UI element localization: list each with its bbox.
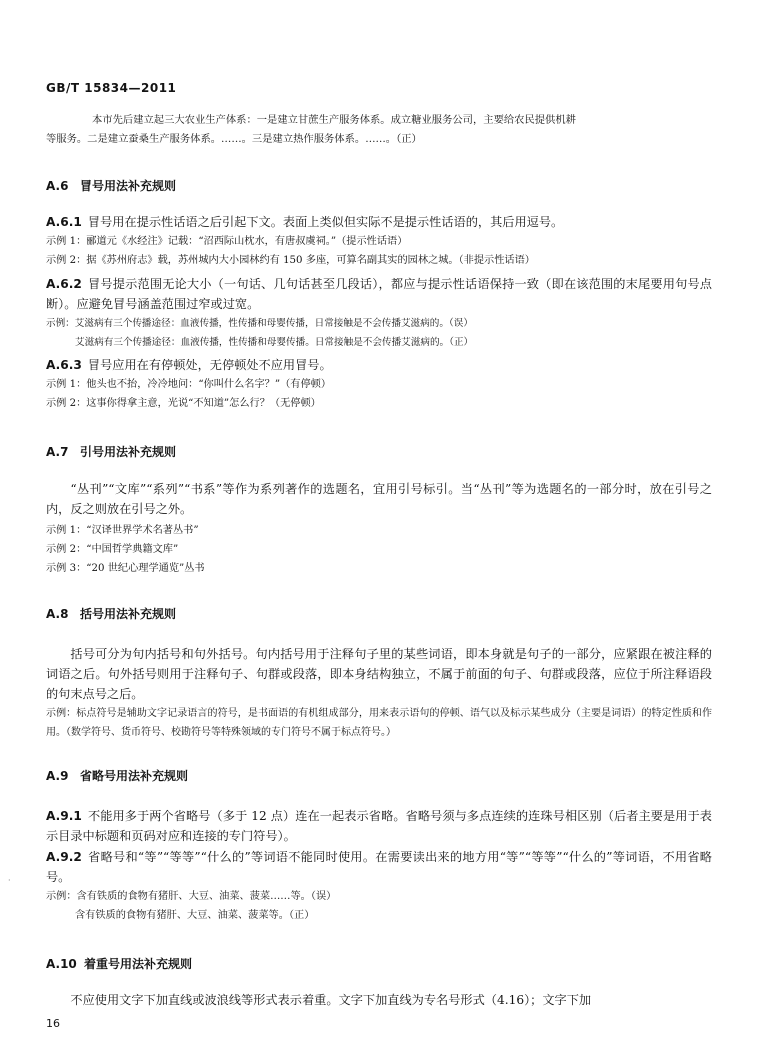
section-title: 括号用法补充规则: [80, 607, 177, 621]
clause-text: A.9.1 不能用多于两个省略号（多于 12 点）连在一起表示省略。省略号须与多点连续的连珠号相区别（后者主要是用于表示目录中标题和页码对应和连接的专门符号）。: [46, 809, 712, 843]
section-heading-a10: [46, 955, 712, 972]
clause-number: A.6.3: [46, 358, 82, 372]
scan-speck: ·: [8, 876, 11, 885]
example: 示例 2：据《苏州府志》载，苏州城内大小园林约有 150 多座，可算名副其实的园林之城。（非提示性话语）: [46, 255, 535, 266]
clause-a6-1: [46, 212, 712, 270]
example: 示例：艾滋病有三个传播途径：血液传播，性传播和母婴传播，日常接触是不会传播艾滋病的。（误）: [46, 318, 473, 329]
section-a8-body: [46, 644, 712, 742]
clause-number: A.9.1: [46, 809, 82, 823]
example: 示例：标点符号是辅助文字记录语言的符号，是书面语的有机组成部分，用来表示语句的停顿、语气以及标示某些成分（主要是词语）的特定性质和作用。（数学符号、货币符号、校勘符号等特殊领域的专门符号不属于标点符号。）: [46, 708, 712, 738]
intro-line-1: 本市先后建立起三大农业生产体系：一是建立甘蔗生产服务体系。成立糖业服务公司，主要给农民提供机耕: [92, 114, 576, 126]
intro-example: [46, 111, 712, 149]
section-heading-a7: [46, 443, 712, 460]
section-a7-body: [46, 479, 712, 578]
clause-number: A.6.1: [46, 215, 82, 229]
clause-a9-1: [46, 806, 712, 846]
example: 艾滋病有三个传播途径：血液传播，性传播和母婴传播。日常接触是不会传播艾滋病的。（正）: [75, 337, 474, 348]
example: 示例 1：他头也不抬，冷冷地问：“你叫什么名字？”（有停顿）: [46, 379, 332, 390]
section-a10-body: [46, 990, 712, 1012]
clause-text: A.6.2 冒号提示范围无论大小（一句话、几句话甚至几段话），都应与提示性话语保持一致（即在该范围的末尾要用句号点断）。应避免冒号涵盖范围过窄或过宽。: [46, 277, 712, 311]
section-title: 着重号用法补充规则: [84, 957, 193, 971]
paragraph: “丛刊”“文库”“系列”“书系”等作为系列著作的选题名，宜用引号标引。当“丛刊”等为选题名的一部分时，放在引号之内，反之则放在引号之外。: [46, 482, 712, 516]
page-number: 16: [46, 1017, 60, 1030]
section-number: A.7: [46, 445, 69, 459]
section-number: A.6: [46, 179, 69, 193]
example: 示例 1：“汉译世界学术名著丛书”: [46, 525, 199, 536]
clause-number: A.9.2: [46, 850, 82, 864]
paragraph: 不应使用文字下加直线或波浪线等形式表示着重。文字下加直线为专名号形式（4.16）；文字下加: [70, 993, 592, 1007]
section-heading-a8: [46, 605, 712, 622]
example: 含有铁质的食物有猪肝、大豆、油菜、菠菜等。（正）: [75, 910, 315, 921]
clause-a6-2: [46, 274, 712, 352]
clause-a9-2: [46, 847, 712, 925]
section-title: 引号用法补充规则: [80, 445, 177, 459]
example: 示例：含有铁质的食物有猪肝、大豆、油菜、菠菜……等。（误）: [46, 891, 337, 902]
section-heading-a9: [46, 767, 712, 784]
section-number: A.8: [46, 607, 69, 621]
paragraph: 括号可分为句内括号和句外括号。句内括号用于注释句子里的某些词语，即本身就是句子的一部分，应紧跟在被注释的词语之后。句外括号则用于注释句子、句群或段落，即本身结构独立，不属于前面的句子、句群或段落，应位于所注释语段的句末点号之后。: [46, 647, 712, 701]
clause-text: A.6.3 冒号应用在有停顿处，无停顿处不应用冒号。: [46, 358, 332, 372]
section-heading-a6: [46, 177, 712, 194]
example: 示例 2：这事你得拿主意，光说“不知道”怎么行？（无停顿）: [46, 398, 321, 409]
document-code: GB/T 15834—2011: [46, 81, 177, 95]
clause-number: A.6.2: [46, 277, 82, 291]
example: 示例 3：“20 世纪心理学通览”丛书: [46, 563, 205, 574]
example: 示例 1：郦道元《水经注》记载：“沼西际山枕水，有唐叔虞祠。”（提示性话语）: [46, 236, 408, 247]
section-number: A.9: [46, 769, 69, 783]
clause-a6-3: [46, 355, 712, 413]
intro-line-2: 等服务。二是建立蚕桑生产服务体系。……。三是建立热作服务体系。……。（正）: [46, 133, 422, 145]
section-title: 冒号用法补充规则: [80, 179, 177, 193]
clause-text: A.9.2 省略号和“等”“等等”“什么的”等词语不能同时使用。在需要读出来的地方用“等”“等等”“什么的”等词语，不用省略号。: [46, 850, 712, 884]
clause-text: A.6.1 冒号用在提示性话语之后引起下文。表面上类似但实际不是提示性话语的，其后用逗号。: [46, 215, 564, 229]
section-title: 省略号用法补充规则: [80, 769, 189, 783]
section-number: A.10: [46, 957, 77, 971]
example: 示例 2：“中国哲学典籍文库”: [46, 544, 179, 555]
